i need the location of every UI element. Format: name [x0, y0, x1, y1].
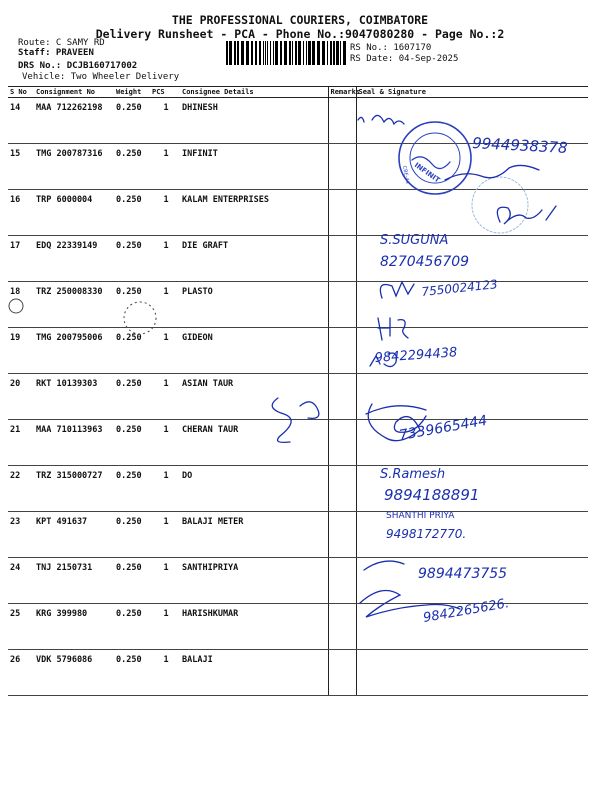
col-header-consignment: Consignment No [34, 87, 114, 98]
cell-pcs: 1 [150, 558, 180, 604]
cell-pcs: 1 [150, 604, 180, 650]
barcode-bar [312, 41, 315, 65]
barcode-bar [255, 41, 257, 65]
stamp-text: INFINIT [412, 161, 442, 185]
cell-weight: 0.250 [114, 420, 150, 466]
cell-weight: 0.250 [114, 282, 150, 328]
cell-sno: 26 [8, 650, 34, 696]
barcode-bar [298, 41, 301, 65]
barcode-bar [234, 41, 236, 65]
barcode-bar [336, 41, 339, 65]
hw-phone-20: 9842294438 [374, 345, 458, 366]
stamp-sub: CBE-44 [401, 165, 411, 185]
cell-pcs: 1 [150, 328, 180, 374]
cell-consignee: DHINESH [180, 98, 328, 144]
table-row [8, 466, 588, 512]
table-row [8, 328, 588, 374]
barcode-bar [273, 41, 274, 65]
hw-phone-18: 7550024123 [420, 277, 499, 299]
col-header-signature: Seal & Signature [356, 87, 588, 98]
cell-remarks [328, 282, 356, 328]
barcode-bar [330, 41, 332, 65]
cell-consignment: TNJ 2150731 [34, 558, 114, 604]
table-row [8, 190, 588, 236]
barcode-bar [289, 41, 291, 65]
cell-consignment: EDQ 22339149 [34, 236, 114, 282]
cell-consignee: PLASTO [180, 282, 328, 328]
barcode-bar [226, 41, 228, 65]
barcode-bar [263, 41, 264, 65]
barcode-bar [259, 41, 261, 65]
cell-signature [356, 558, 588, 604]
cell-consignment: RKT 10139303 [34, 374, 114, 420]
barcode-bar [317, 41, 320, 65]
barcode-bar [267, 41, 268, 65]
runsheet-subtitle: Delivery Runsheet - PCA - Phone No.:9047080280 - Page No.:2 [95, 27, 505, 41]
cell-remarks [328, 144, 356, 190]
cell-weight: 0.250 [114, 328, 150, 374]
table-row [8, 144, 588, 190]
cell-consignee: CHERAN TAUR [180, 420, 328, 466]
cell-consignment: KRG 399980 [34, 604, 114, 650]
col-header-weight: Weight [114, 87, 150, 98]
route-label: Route: C SAMY RD [18, 38, 105, 48]
cell-consignee: BALAJI [180, 650, 328, 696]
table-row [8, 374, 588, 420]
cell-consignment: TMG 200795006 [34, 328, 114, 374]
hw-name-24: SHANTHI PRIYA [386, 511, 455, 521]
col-header-remarks: Remarks [328, 87, 356, 98]
vehicle-label: Vehicle: Two Wheeler Delivery [22, 72, 180, 82]
cell-remarks [328, 374, 356, 420]
hw-phone-25: 9894473755 [418, 566, 508, 582]
cell-consignee: GIDEON [180, 328, 328, 374]
hw-phone-24: 9498172770. [386, 527, 467, 541]
cell-remarks [328, 328, 356, 374]
barcode-bar [270, 41, 271, 65]
cell-consignee: ASIAN TAUR [180, 374, 328, 420]
hw-name-23: S.Ramesh [380, 467, 446, 482]
cell-remarks [328, 466, 356, 512]
cell-signature [356, 466, 588, 512]
cell-weight: 0.250 [114, 512, 150, 558]
cell-pcs: 1 [150, 98, 180, 144]
barcode-bar [246, 41, 249, 65]
barcode [226, 41, 346, 65]
barcode-bar [306, 41, 307, 65]
cell-signature [356, 144, 588, 190]
table-row [8, 604, 588, 650]
cell-sno: 18 [8, 282, 34, 328]
drs-number: DRS No.: DCJB160717002 [18, 61, 138, 71]
cell-sno: 25 [8, 604, 34, 650]
cell-weight: 0.250 [114, 604, 150, 650]
cell-weight: 0.250 [114, 144, 150, 190]
cell-remarks [328, 190, 356, 236]
cell-consignee: DIE GRAFT [180, 236, 328, 282]
barcode-bar [340, 41, 341, 65]
cell-pcs: 1 [150, 650, 180, 696]
cell-weight: 0.250 [114, 374, 150, 420]
cell-pcs: 1 [150, 144, 180, 190]
barcode-bar [251, 41, 253, 65]
cell-consignment: VDK 5796086 [34, 650, 114, 696]
barcode-bar [322, 41, 325, 65]
cell-weight: 0.250 [114, 236, 150, 282]
cell-pcs: 1 [150, 466, 180, 512]
cell-pcs: 1 [150, 190, 180, 236]
barcode-bar [303, 41, 304, 65]
cell-signature [356, 374, 588, 420]
barcode-bar [327, 41, 328, 65]
cell-sno: 24 [8, 558, 34, 604]
cell-sno: 17 [8, 236, 34, 282]
hw-phone-23: 9894188891 [384, 486, 480, 504]
cell-remarks [328, 98, 356, 144]
col-header-pcs: PCS [150, 87, 180, 98]
cell-weight: 0.250 [114, 558, 150, 604]
table-row [8, 650, 588, 696]
barcode-bar [241, 41, 244, 65]
cell-consignee: INFINIT [180, 144, 328, 190]
cell-remarks [328, 604, 356, 650]
table-row [8, 282, 588, 328]
cell-sno: 14 [8, 98, 34, 144]
hw-phone-26: 9842265626. [422, 596, 511, 626]
barcode-bar [295, 41, 297, 65]
barcode-bar [265, 41, 266, 65]
cell-signature [356, 236, 588, 282]
cell-consignment: TMG 200787316 [34, 144, 114, 190]
cell-consignee: BALAJI METER [180, 512, 328, 558]
cell-sno: 20 [8, 374, 34, 420]
cell-consignee: HARISHKUMAR [180, 604, 328, 650]
barcode-bar [284, 41, 287, 65]
cell-pcs: 1 [150, 512, 180, 558]
cell-consignment: MAA 710113963 [34, 420, 114, 466]
col-header-sno: S No [8, 87, 34, 98]
cell-sno: 23 [8, 512, 34, 558]
staff-label: Staff: PRAVEEN [18, 48, 94, 58]
cell-signature [356, 420, 588, 466]
barcode-bar [343, 41, 346, 65]
cell-signature [356, 650, 588, 696]
table-row [8, 512, 588, 558]
cell-remarks [328, 512, 356, 558]
cell-consignee: SANTHIPRIYA [180, 558, 328, 604]
table-row [8, 98, 588, 144]
table-row [8, 236, 588, 282]
cell-signature [356, 190, 588, 236]
cell-signature [356, 98, 588, 144]
cell-remarks [328, 236, 356, 282]
cell-weight: 0.250 [114, 650, 150, 696]
cell-weight: 0.250 [114, 98, 150, 144]
cell-signature [356, 512, 588, 558]
barcode-bar [308, 41, 311, 65]
cell-sno: 15 [8, 144, 34, 190]
barcode-bar [292, 41, 293, 65]
cell-weight: 0.250 [114, 466, 150, 512]
cell-remarks [328, 558, 356, 604]
cell-consignment: KPT 491637 [34, 512, 114, 558]
cell-pcs: 1 [150, 236, 180, 282]
barcode-bar [333, 41, 335, 65]
cell-consignee: DO [180, 466, 328, 512]
cell-consignment: MAA 712262198 [34, 98, 114, 144]
cell-pcs: 1 [150, 282, 180, 328]
cell-signature [356, 328, 588, 374]
table-row [8, 558, 588, 604]
hw-name-17: S.SUGUNA [380, 233, 449, 248]
rs-number: RS No.: 1607170 [350, 43, 432, 53]
cell-pcs: 1 [150, 420, 180, 466]
col-header-consignee: Consignee Details [180, 87, 328, 98]
cell-pcs: 1 [150, 374, 180, 420]
cell-remarks [328, 420, 356, 466]
company-title: THE PROFESSIONAL COURIERS, COIMBATORE [171, 13, 429, 27]
table-header-row [8, 87, 588, 98]
cell-consignment: TRZ 315000727 [34, 466, 114, 512]
barcode-bar [280, 41, 282, 65]
cell-weight: 0.250 [114, 190, 150, 236]
cell-sno: 16 [8, 190, 34, 236]
cell-sno: 19 [8, 328, 34, 374]
hw-phone-14: 9944938378 [471, 134, 569, 157]
rs-date: RS Date: 04-Sep-2025 [350, 54, 459, 64]
cell-signature [356, 604, 588, 650]
cell-sno: 22 [8, 466, 34, 512]
barcode-bar [229, 41, 232, 65]
barcode-bar [237, 41, 239, 65]
cell-consignee: KALAM ENTERPRISES [180, 190, 328, 236]
cell-sno: 21 [8, 420, 34, 466]
runsheet-table [8, 86, 588, 696]
barcode-bar [275, 41, 278, 65]
cell-consignment: TRZ 250008330 [34, 282, 114, 328]
hw-phone-22: 7339665444 [397, 412, 489, 444]
cell-signature [356, 282, 588, 328]
table-row [8, 420, 588, 466]
cell-remarks [328, 650, 356, 696]
hw-phone-17: 8270456709 [380, 254, 470, 270]
cell-consignment: TRP 6000004 [34, 190, 114, 236]
